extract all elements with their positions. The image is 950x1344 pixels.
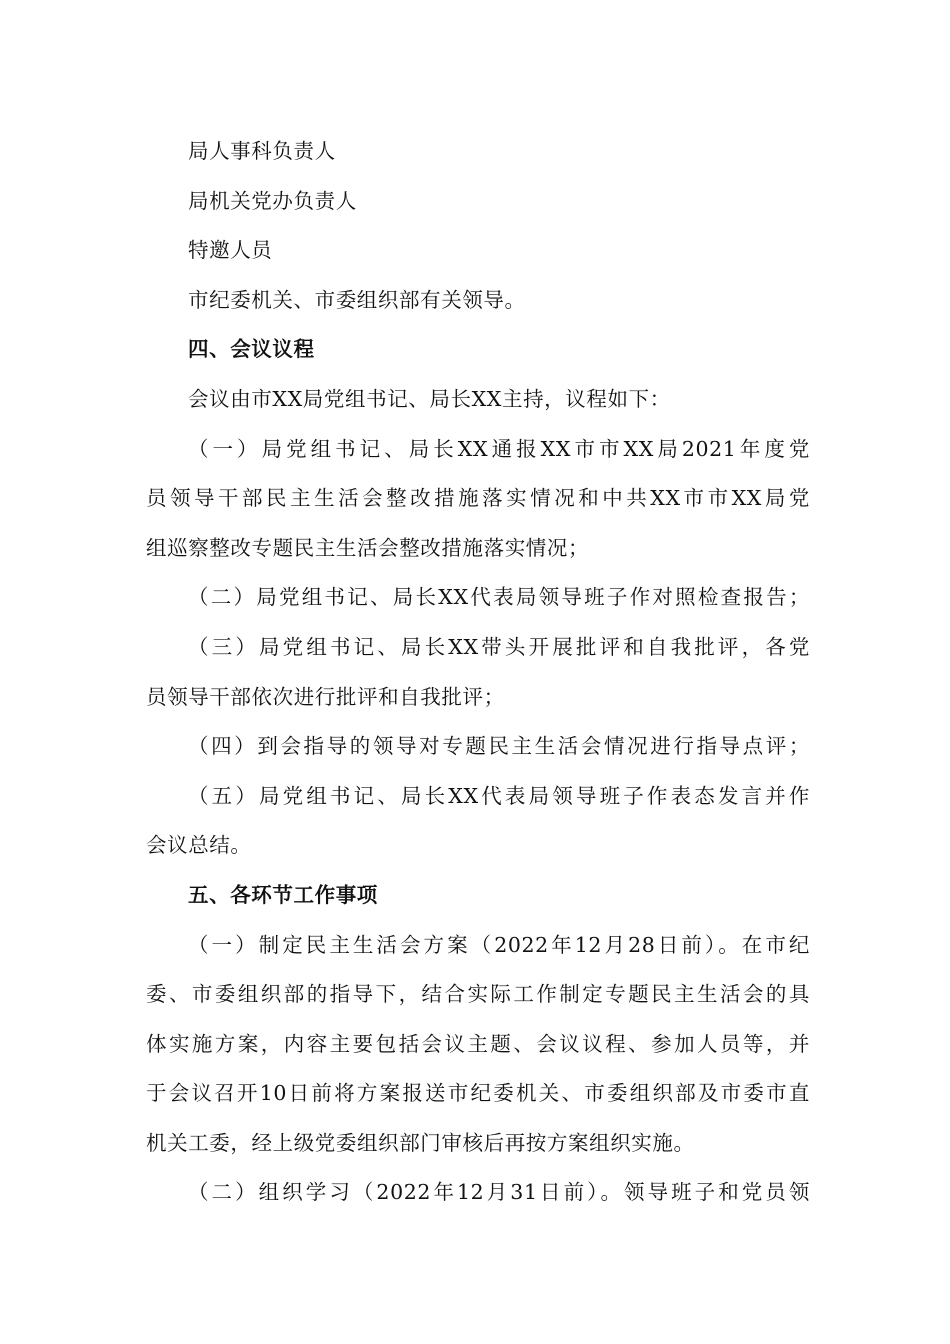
work-item-2-line: （二）组织学习（2022年12月31日前）。领导班子和党员领 [188, 1180, 810, 1205]
attendee-line: 局机关党办负责人 [188, 188, 357, 213]
work-item-1-line: 于会议召开10日前将方案报送市纪委机关、市委组织部及市委市直 [146, 1081, 810, 1106]
section-heading-work-items: 五、各环节工作事项 [188, 882, 378, 907]
agenda-item-1-line: （一）局党组书记、局长XX通报XX市市XX局2021年度党 [188, 436, 810, 461]
agenda-item-5-line: （五）局党组书记、局长XX代表局领导班子作表态发言并作 [188, 783, 810, 808]
work-item-1-line: 体实施方案，内容主要包括会议主题、会议议程、参加人员等，并 [146, 1031, 810, 1056]
section-heading-agenda: 四、会议议程 [188, 337, 315, 362]
attendee-line: 局人事科负责人 [188, 139, 336, 163]
document-page [146, 127, 810, 1218]
agenda-item-3-line: （三）局党组书记、局长XX带头开展批评和自我批评，各党 [188, 634, 810, 659]
agenda-intro: 会议由市XX局党组书记、局长XX主持，议程如下： [188, 386, 671, 411]
attendee-line: 市纪委机关、市委组织部有关领导。 [188, 287, 526, 312]
work-item-1-line: 委、市委组织部的指导下，结合实际工作制定专题民主生活会的具 [146, 982, 810, 1007]
agenda-item-3-line: 员领导干部依次进行批评和自我批评； [146, 684, 505, 709]
agenda-item-4: （四）到会指导的领导对专题民主生活会情况进行指导点评； [188, 734, 810, 759]
work-item-1-line: （一）制定民主生活会方案（2022年12月28日前）。在市纪 [188, 932, 810, 957]
work-item-1-line: 机关工委，经上级党委组织部门审核后再按方案组织实施。 [146, 1130, 695, 1155]
agenda-item-1-line: 组巡察整改专题民主生活会整改措施落实情况； [146, 535, 590, 560]
agenda-item-5-line: 会议总结。 [146, 833, 252, 858]
agenda-item-1-line: 员领导干部民主生活会整改措施落实情况和中共XX市市XX局党 [146, 486, 810, 511]
attendee-line: 特邀人员 [188, 238, 273, 263]
agenda-item-2: （二）局党组书记、局长XX代表局领导班子作对照检查报告； [188, 585, 810, 610]
